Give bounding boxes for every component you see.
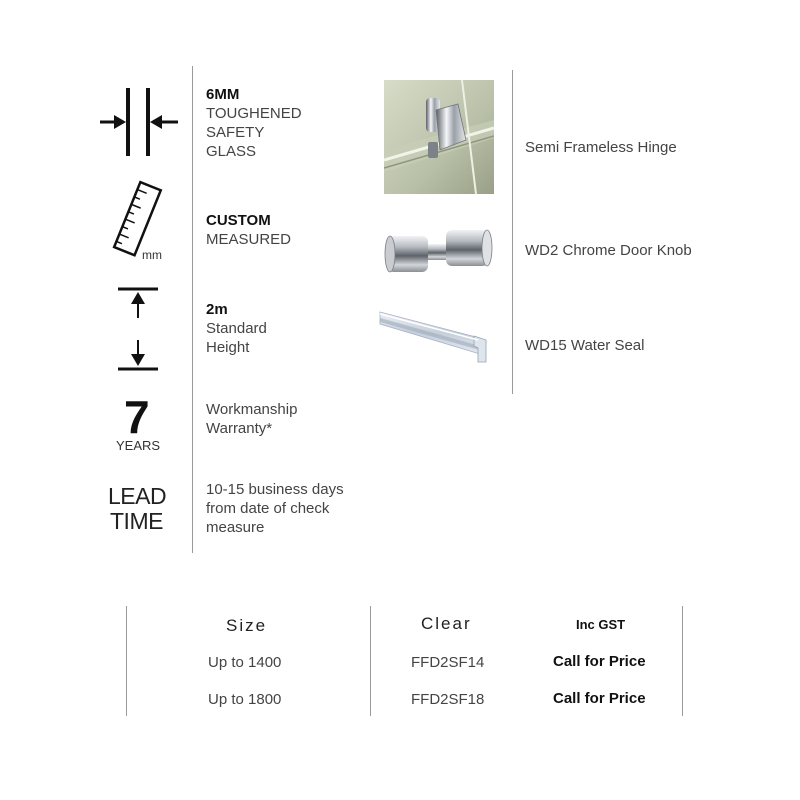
accessories-divider [512, 70, 513, 394]
feature-warranty-line: Warranty* [206, 420, 273, 437]
feature-warranty [206, 400, 297, 438]
feature-height [206, 300, 267, 357]
feature-glass-line: GLASS [206, 143, 257, 160]
feature-glass-line: SAFETY [206, 124, 265, 141]
warranty-unit-label: YEARS [116, 438, 161, 453]
ruler-icon [104, 180, 174, 260]
table-right-border [682, 606, 683, 716]
table-header-clear: Clear [421, 614, 472, 633]
feature-glass-line: TOUGHENED [206, 105, 302, 122]
table-cell-price: Call for Price [553, 690, 646, 707]
feature-custom-title: CUSTOM [206, 212, 271, 229]
door-knob-image [382, 224, 494, 280]
table-left-border [126, 606, 127, 716]
height-arrow-icon [116, 284, 160, 374]
table-header-inc-gst: Inc GST [576, 617, 626, 632]
table-cell-size: Up to 1400 [208, 654, 282, 671]
water-seal-image [378, 304, 492, 364]
feature-lead-line: 10-15 business days [206, 481, 344, 498]
glass-thickness-icon [98, 86, 182, 158]
feature-height-title: 2m [206, 301, 228, 318]
table-cell-code: FFD2SF14 [411, 654, 485, 671]
feature-warranty-line: Workmanship [206, 401, 298, 418]
warranty-number: 7 [124, 391, 150, 443]
table-cell-size: Up to 1800 [208, 691, 282, 708]
feature-custom [206, 211, 291, 249]
table-header-size: Size [226, 616, 268, 635]
accessory-seal-label: WD15 Water Seal [525, 337, 645, 354]
feature-glass-title: 6MM [206, 86, 240, 103]
features-divider [192, 66, 193, 553]
table-cell-code: FFD2SF18 [411, 691, 485, 708]
accessory-hinge-label: Semi Frameless Hinge [525, 139, 677, 156]
accessory-knob-label: WD2 Chrome Door Knob [525, 242, 692, 259]
feature-lead-line: from date of check [206, 500, 330, 517]
table-cell-price: Call for Price [553, 653, 646, 670]
feature-height-line: Height [206, 339, 250, 356]
feature-custom-line: MEASURED [206, 231, 292, 248]
feature-height-line: Standard [206, 320, 267, 337]
time-label: TIME [110, 508, 163, 534]
hinge-image [384, 80, 494, 194]
feature-glass [206, 85, 302, 161]
feature-lead-time [206, 480, 344, 537]
lead-label: LEAD [108, 483, 167, 509]
table-middle-divider [370, 606, 371, 716]
ruler-unit-label: mm [142, 248, 162, 262]
feature-lead-line: measure [206, 519, 265, 536]
